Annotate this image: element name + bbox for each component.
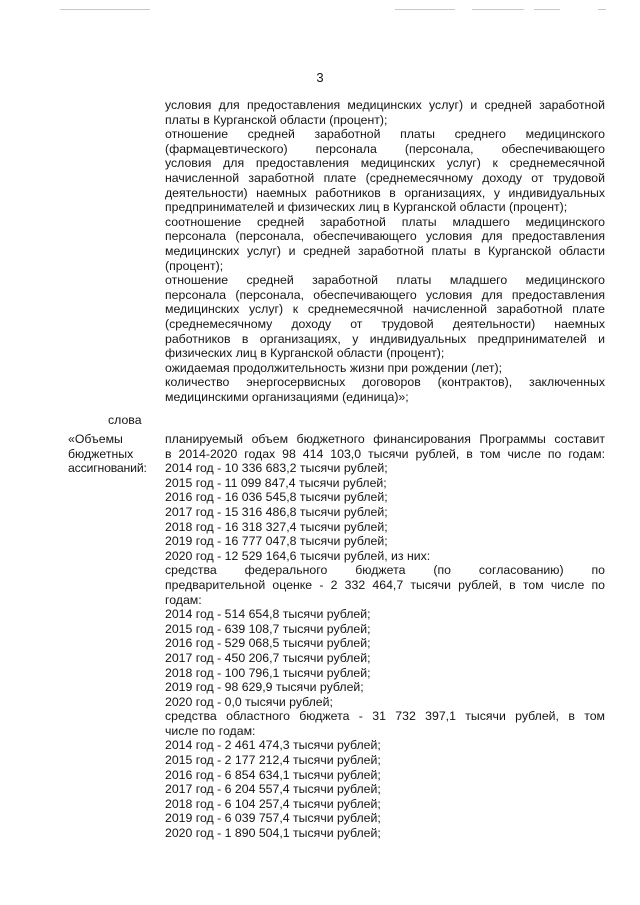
text-line: соотношение средней заработной платы младшего медицинского: [165, 214, 605, 229]
label-line: бюджетных: [68, 446, 134, 461]
text-line: количество энергосервисных договоров (контрактов), заключенных: [165, 375, 605, 390]
text-line: 2020 год - 1 890 504,1 тысячи рублей;: [165, 826, 381, 841]
text-line: 2018 год - 6 104 257,4 тысячи рублей;: [165, 796, 381, 811]
text-line: 2016 год - 6 854 634,1 тысячи рублей;: [165, 767, 381, 782]
scan-artifact-line: [395, 9, 455, 10]
text-line: 2014 год - 2 461 474,3 тысячи рублей;: [165, 738, 381, 753]
text-line: отношение средней заработной платы младшего медицинского: [165, 273, 605, 288]
scan-artifact-line: [534, 9, 560, 10]
scan-artifact-line: [472, 9, 524, 10]
text-line: 2015 год - 639 108,7 тысячи рублей;: [165, 621, 371, 636]
text-line: 2019 год - 98 629,9 тысячи рублей;: [165, 680, 364, 695]
text-line: отношение средней заработной платы среднего медицинского: [165, 127, 605, 142]
text-line: 2017 год - 450 206,7 тысячи рублей;: [165, 650, 371, 665]
text-line: медицинских услуг) к среднемесячной начисленной заработной плате: [165, 302, 605, 317]
budget-text: [165, 432, 605, 841]
text-line: (среднемесячному доходу от трудовой деятельности) наемных: [165, 316, 605, 331]
text-line: 2014 год - 514 654,8 тысячи рублей;: [165, 607, 371, 622]
text-line: 2016 год - 16 036 545,8 тысячи рублей;: [165, 490, 388, 505]
text-line: 2017 год - 6 204 557,4 тысячи рублей;: [165, 782, 381, 797]
text-line: 2016 год - 529 068,5 тысячи рублей;: [165, 636, 371, 651]
text-line: (процент);: [165, 258, 224, 273]
text-line: деятельности) наемных работников в организациях, у индивидуальных: [165, 185, 605, 200]
word-slova: слова: [108, 413, 142, 427]
text-line: 2020 год - 0,0 тысячи рублей;: [165, 694, 333, 709]
text-line: предварительной оценке - 2 332 464,7 тысячи рублей, в том числе по: [165, 577, 605, 592]
text-line: медицинских услуг) и средней заработной платы в Курганской области: [165, 243, 605, 258]
text-line: средства областного бюджета - 31 732 397,1 тысячи рублей, в том: [165, 709, 605, 724]
label-line: «Объемы: [68, 432, 123, 446]
text-line: 2015 год - 11 099 847,4 тысячи рублей;: [165, 475, 387, 490]
text-line: условия для предоставления медицинских услуг) и средней заработной: [165, 98, 605, 112]
text-line: в 2014-2020 годах 98 414 103,0 тысячи рублей, в том числе по годам:: [165, 446, 605, 461]
text-line: предпринимателей и физических лиц в Курганской области (процент);: [165, 200, 568, 215]
text-line: 2018 год - 100 796,1 тысячи рублей;: [165, 665, 371, 680]
text-line: работников в организациях, у индивидуальных предпринимателей и: [165, 331, 605, 346]
text-line: годам:: [165, 592, 202, 607]
text-line: 2019 год - 16 777 047,8 тысячи рублей;: [165, 534, 388, 549]
text-line: 2020 год - 12 529 164,6 тысячи рублей, из них:: [165, 548, 431, 563]
page-number: 3: [316, 70, 324, 85]
indicators-list: [165, 98, 605, 404]
scan-artifact-line: [60, 9, 150, 10]
text-line: 2018 год - 16 318 327,4 тысячи рублей;: [165, 519, 388, 534]
text-line: 2017 год - 15 316 486,8 тысячи рублей;: [165, 504, 388, 519]
text-line: ожидаемая продолжительность жизни при рождении (лет);: [165, 360, 502, 375]
text-line: планируемый объем бюджетного финансирования Программы составит: [165, 432, 605, 446]
text-line: платы в Курганской области (процент);: [165, 112, 388, 127]
text-line: медицинскими организациями (единица)»;: [165, 389, 409, 404]
scan-artifact-line: [598, 9, 606, 10]
text-line: персонала (персонала, обеспечивающего условия для предоставления: [165, 229, 605, 244]
text-line: 2015 год - 2 177 212,4 тысячи рублей;: [165, 753, 381, 768]
text-line: 2014 год - 10 336 683,2 тысячи рублей;: [165, 461, 388, 476]
text-line: 2019 год - 6 039 757,4 тысячи рублей;: [165, 811, 381, 826]
label-line: ассигнований:: [68, 461, 147, 476]
text-line: числе по годам:: [165, 723, 256, 738]
text-line: средства федерального бюджета (по согласованию) по: [165, 563, 605, 578]
text-line: начисленной заработной плате (среднемесячному доходу от трудовой: [165, 170, 605, 185]
text-line: условия для предоставления медицинских услуг) к среднемесячной: [165, 156, 605, 171]
section-label: [68, 432, 165, 476]
text-line: персонала (персонала, обеспечивающего условия для предоставления: [165, 287, 605, 302]
text-line: (фармацевтического) персонала (персонала, обеспечивающего: [165, 141, 605, 156]
text-line: физических лиц в Курганской области (процент);: [165, 346, 445, 361]
